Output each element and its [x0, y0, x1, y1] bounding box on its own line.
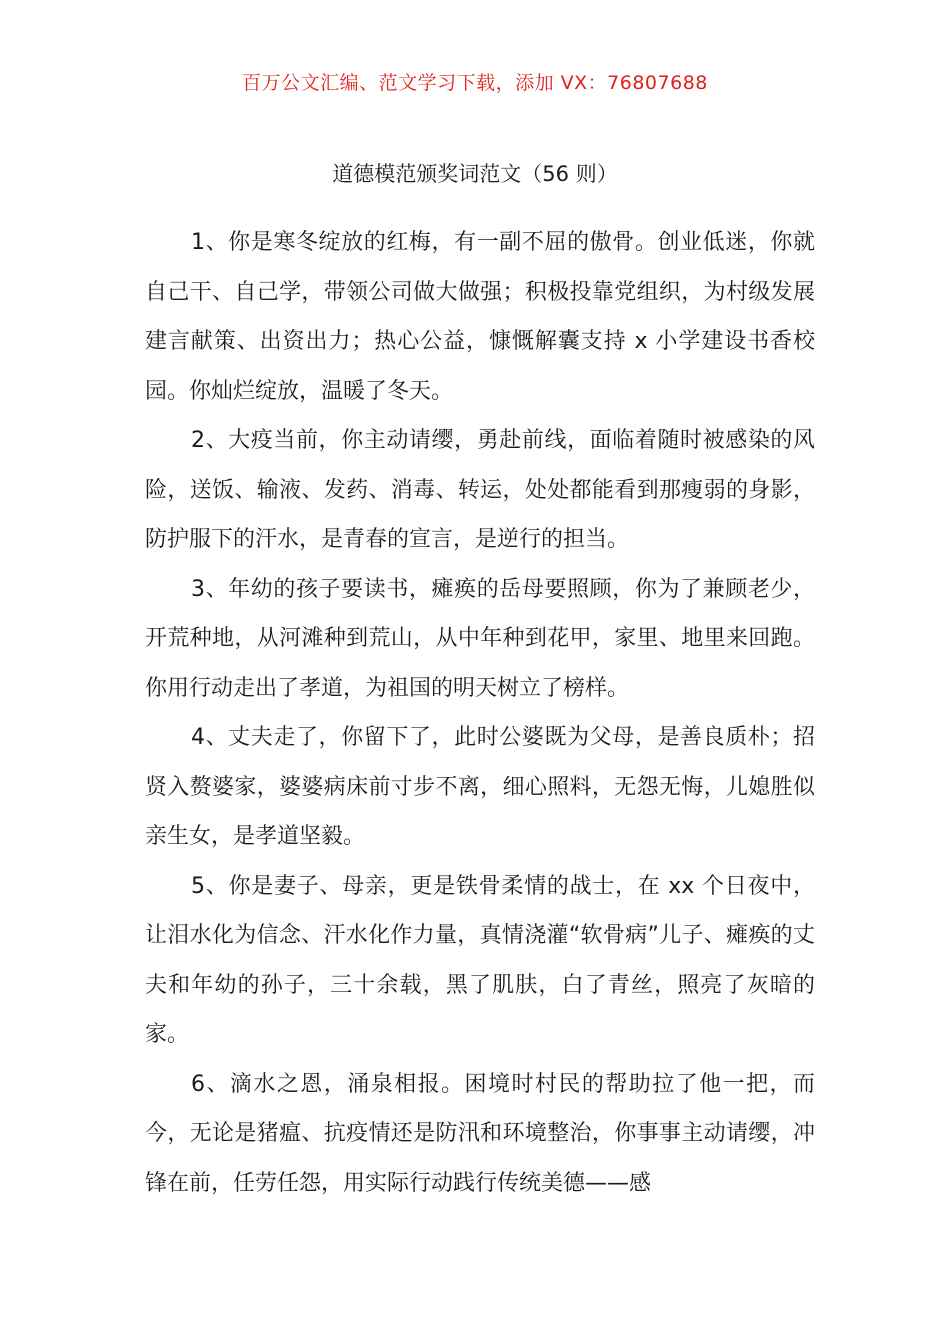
- paragraph-2: 2、大疫当前，你主动请缨，勇赴前线，面临着随时被感染的风险，送饭、输液、发药、消毒、转运，处处都能看到那瘦弱的身影，防护服下的汗水，是青春的宣言，是逆行的担当。: [145, 428, 815, 552]
- paragraph-5: 5、你是妻子、母亲，更是铁骨柔情的战士，在 xx 个日夜中，让泪水化为信念、汗水化作力量，真情浇灌“软骨病”儿子、瘫痪的丈夫和年幼的孙子，三十余载，黑了肌肤，白了青丝，照亮了灰暗的家。: [145, 873, 815, 1047]
- paragraph-3: 3、年幼的孩子要读书，瘫痪的岳母要照顾，你为了兼顾老少，开荒种地，从河滩种到荒山，从中年种到花甲，家里、地里来回跑。你用行动走出了孝道，为祖国的明天树立了榜样。: [145, 576, 815, 701]
- header-note: 百万公文汇编、范文学习下载，添加 VX：76807688: [242, 72, 708, 94]
- paragraph-4: 4、丈夫走了，你留下了，此时公婆既为父母，是善良质朴；招贤入赘婆家，婆婆病床前寸步不离，细心照料，无怨无悔，儿媳胜似亲生女，是孝道坚毅。: [145, 725, 815, 849]
- paragraph-1: 1、你是寒冬绽放的红梅，有一副不屈的傲骨。创业低迷，你就自己干、自己学，带领公司做大做强；积极投靠党组织，为村级发展建言献策、出资出力；热心公益，慷慨解囊支持 x 小学建设书香校园。你灿烂绽放，温暖了冬天。: [145, 230, 815, 404]
- document-title: 道德模范颁奖词范文（56 则）: [332, 162, 618, 186]
- document-body: [145, 218, 815, 1208]
- paragraph-6: 6、滴水之恩，涌泉相报。困境时村民的帮助拉了他一把，而今，无论是猪瘟、抗疫情还是防汛和环境整治，你事事主动请缨，冲锋在前，任劳任怨，用实际行动践行传统美德——感: [145, 1071, 815, 1196]
